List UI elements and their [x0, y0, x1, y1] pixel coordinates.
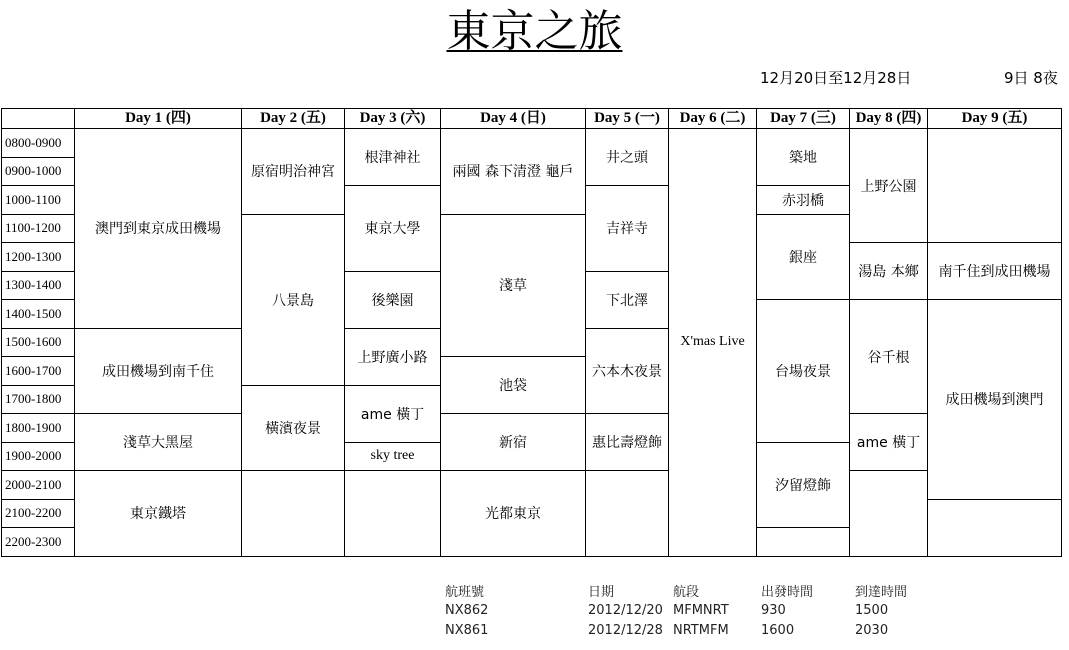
- flight-row: [445, 600, 925, 620]
- date-range: 12月20日至12月28日: [760, 69, 912, 87]
- time-slot: 2100-2200: [2, 499, 75, 528]
- header-row: [2, 109, 1062, 129]
- schedule-cell: 吉祥寺: [586, 186, 669, 272]
- schedule-cell: 光都東京: [441, 471, 586, 557]
- schedule-cell: 湯島 本鄉: [850, 243, 928, 300]
- time-slot: 2000-2100: [2, 471, 75, 500]
- day-2-header: Day 2 (五): [242, 109, 345, 129]
- schedule-cell: 六本木夜景: [586, 328, 669, 414]
- schedule-cell: 根津神社: [345, 129, 441, 186]
- flight-cell: NRTMFM: [673, 622, 729, 638]
- day-8-header: Day 8 (四): [850, 109, 928, 129]
- flight-cell: 930: [761, 602, 786, 618]
- schedule-cell: ame 橫丁: [850, 414, 928, 471]
- schedule-cell: [242, 471, 345, 557]
- flight-header-cell: 日期: [588, 584, 615, 600]
- day-4-header: Day 4 (日): [441, 109, 586, 129]
- schedule-cell: 谷千根: [850, 300, 928, 414]
- day-7-header: Day 7 (三): [757, 109, 850, 129]
- day-1-header: Day 1 (四): [75, 109, 242, 129]
- schedule-table: [1, 108, 1062, 557]
- schedule-cell: [850, 471, 928, 557]
- schedule-cell: 成田機場到澳門: [928, 300, 1062, 500]
- schedule-cell: 後樂園: [345, 271, 441, 328]
- schedule-cell: 南千住到成田機場: [928, 243, 1062, 300]
- time-slot: 2200-2300: [2, 528, 75, 557]
- schedule-cell: 新宿: [441, 414, 586, 471]
- time-slot: 1300-1400: [2, 271, 75, 300]
- schedule-cell: 銀座: [757, 214, 850, 300]
- schedule-cell: 台場夜景: [757, 300, 850, 443]
- time-header: [2, 109, 75, 129]
- flight-header-cell: 到達時間: [855, 584, 908, 600]
- schedule-cell: 下北澤: [586, 271, 669, 328]
- time-slot: 1200-1300: [2, 243, 75, 272]
- schedule-cell: 澳門到東京成田機場: [75, 129, 242, 329]
- flight-header-cell: 出發時間: [761, 584, 814, 600]
- time-slot: 1800-1900: [2, 414, 75, 443]
- flight-cell: 1600: [761, 622, 795, 638]
- time-slot: 1400-1500: [2, 300, 75, 329]
- schedule-cell: 築地: [757, 129, 850, 186]
- schedule-cell: 池袋: [441, 357, 586, 414]
- schedule-cell: X'mas Live: [669, 129, 757, 557]
- time-slot: 1600-1700: [2, 357, 75, 386]
- schedule-cell: 淺草大黑屋: [75, 414, 242, 471]
- flight-cell: MFMNRT: [673, 602, 729, 618]
- flight-cell: 2012/12/28: [588, 622, 663, 638]
- day-3-header: Day 3 (六): [345, 109, 441, 129]
- time-slot: 0900-1000: [2, 157, 75, 186]
- schedule-row: [2, 471, 1062, 500]
- flight-header-row: [445, 580, 925, 600]
- flight-cell: NX861: [445, 622, 489, 638]
- day-6-header: Day 6 (二): [669, 109, 757, 129]
- flight-cell: NX862: [445, 602, 489, 618]
- schedule-row: [2, 129, 1062, 158]
- flight-row: [445, 620, 925, 640]
- schedule-cell: 東京鐵塔: [75, 471, 242, 557]
- schedule-cell: 惠比壽燈飾: [586, 414, 669, 471]
- schedule-cell: 汐留燈飾: [757, 442, 850, 528]
- schedule-cell: 八景島: [242, 214, 345, 385]
- flight-header-cell: 航班號: [445, 584, 485, 600]
- time-slot: 1900-2000: [2, 442, 75, 471]
- schedule-cell: 上野廣小路: [345, 328, 441, 385]
- schedule-cell: 井之頭: [586, 129, 669, 186]
- time-slot: 1500-1600: [2, 328, 75, 357]
- schedule-cell: 淺草: [441, 214, 586, 357]
- flight-header-cell: 航段: [673, 584, 700, 600]
- schedule-row: [2, 414, 1062, 443]
- schedule-cell: 上野公園: [850, 129, 928, 243]
- page-title: 東京之旅: [446, 6, 623, 57]
- flight-table: [445, 580, 925, 640]
- schedule-cell: 成田機場到南千住: [75, 328, 242, 414]
- day-5-header: Day 5 (一): [586, 109, 669, 129]
- schedule-cell: 赤羽橋: [757, 186, 850, 215]
- schedule-cell: 原宿明治神宮: [242, 129, 345, 215]
- flight-cell: 1500: [855, 602, 889, 618]
- time-slot: 1000-1100: [2, 186, 75, 215]
- schedule-cell: [586, 471, 669, 557]
- schedule-cell: 橫濱夜景: [242, 385, 345, 471]
- schedule-cell: [345, 471, 441, 557]
- schedule-cell: ame 橫丁: [345, 385, 441, 442]
- schedule-cell: [928, 129, 1062, 243]
- flight-cell: 2030: [855, 622, 889, 638]
- schedule-cell: 東京大學: [345, 186, 441, 272]
- time-slot: 1100-1200: [2, 214, 75, 243]
- trip-duration: 9日 8夜: [1004, 69, 1058, 87]
- schedule-cell: [757, 528, 850, 557]
- schedule-cell: [928, 499, 1062, 556]
- flight-cell: 2012/12/20: [588, 602, 663, 618]
- schedule-cell: sky tree: [345, 442, 441, 471]
- time-slot: 0800-0900: [2, 129, 75, 158]
- schedule-cell: 兩國 森下清澄 龜戶: [441, 129, 586, 215]
- day-9-header: Day 9 (五): [928, 109, 1062, 129]
- time-slot: 1700-1800: [2, 385, 75, 414]
